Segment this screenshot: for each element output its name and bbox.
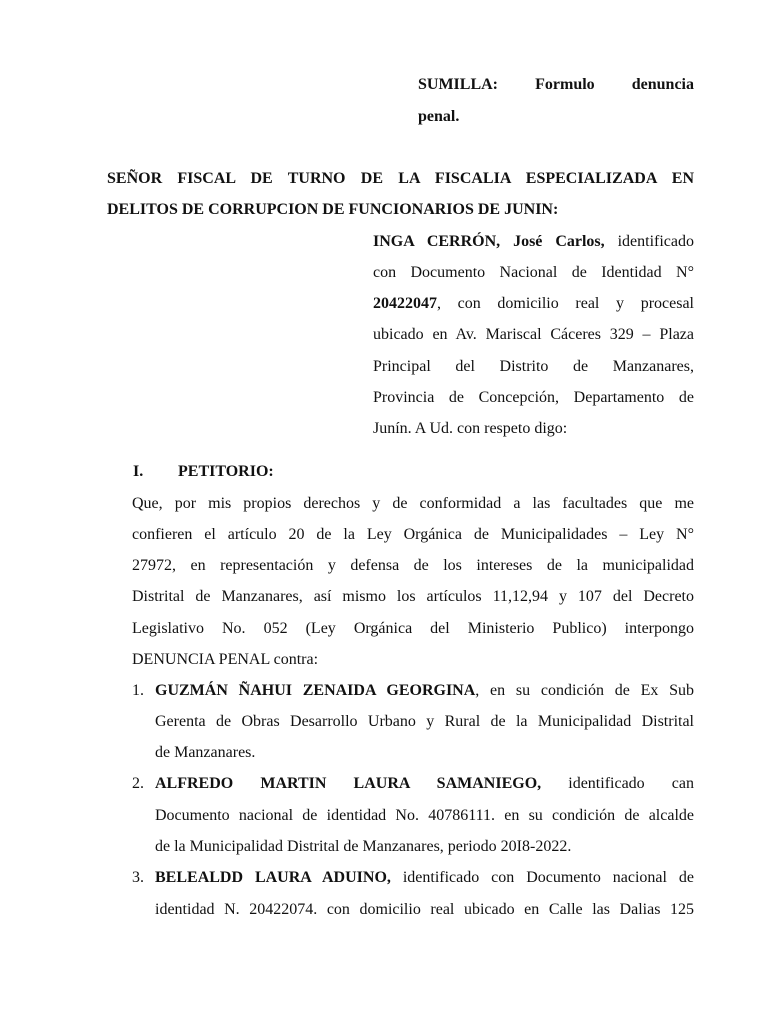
complainant-line-3 xyxy=(373,294,694,314)
list-item-2-line-3: de la Municipalidad Distrital de Manzanares, periodo 20I8-2022. xyxy=(155,838,572,855)
list-item-number: 2. xyxy=(132,775,144,792)
list-item-1-line-1 xyxy=(155,681,694,701)
section-number: I. xyxy=(133,463,144,480)
sumilla-word-1: Formulo xyxy=(535,76,595,93)
list-item-1-line-1-rest: , en su condición de Ex Sub xyxy=(475,682,694,699)
complainant-line-7: Junín. A Ud. con respeto digo: xyxy=(373,420,568,437)
list-item-1-line-3: de Manzanares. xyxy=(155,744,256,761)
list-item-2-line-2: Documento nacional de identidad No. 40786111. en su condición de alcalde xyxy=(155,807,694,824)
addressee-line-1: SEÑOR FISCAL DE TURNO DE LA FISCALIA ESPECIALIZADA EN xyxy=(107,170,694,187)
sumilla-label: SUMILLA: xyxy=(418,76,499,93)
list-item-3-line-1-rest: identificado con Documento nacional de xyxy=(390,869,694,886)
accused-name: ALFREDO MARTIN LAURA SAMANIEGO, xyxy=(155,775,542,792)
list-item-2-line-1-rest: identificado can xyxy=(541,775,694,792)
complainant-line-3-rest: , con domicilio real y procesal xyxy=(437,295,694,312)
complainant-line-4: ubicado en Av. Mariscal Cáceres 329 – Plaza xyxy=(373,326,694,343)
sumilla-line xyxy=(418,75,694,95)
section-title: PETITORIO: xyxy=(178,463,274,480)
sumilla-word-2: denuncia xyxy=(631,76,694,93)
sumilla-word-3: penal. xyxy=(418,108,460,125)
complainant-line-1 xyxy=(373,232,694,252)
list-item-number: 3. xyxy=(132,869,144,886)
accused-name: BELEALDD LAURA ADUINO, xyxy=(155,869,391,886)
list-item-3-line-1 xyxy=(155,868,694,888)
petition-line-6: DENUNCIA PENAL contra: xyxy=(132,651,319,668)
sumilla-line-2 xyxy=(418,107,694,127)
complainant-line-1-rest: identificado xyxy=(604,233,694,250)
complainant-line-6: Provincia de Concepción, Departamento de xyxy=(373,389,694,406)
list-item-2-line-1 xyxy=(155,774,694,794)
list-item-number: 1. xyxy=(132,682,144,699)
complainant-line-5: Principal del Distrito de Manzanares, xyxy=(373,358,694,375)
addressee-line-2: DELITOS DE CORRUPCION DE FUNCIONARIOS DE JUNIN: xyxy=(107,201,559,218)
petition-line-2: confieren el artículo 20 de la Ley Orgánica de Municipalidades – Ley N° xyxy=(132,526,694,543)
list-item-3-line-2: identidad N. 20422074. con domicilio real ubicado en Calle las Dalias 125 xyxy=(155,901,694,918)
complainant-dni: 20422047 xyxy=(373,295,437,312)
complainant-name: INGA CERRÓN, José Carlos, xyxy=(373,233,605,250)
petition-line-5: Legislativo No. 052 (Ley Orgánica del Ministerio Publico) interpongo xyxy=(132,620,694,637)
petition-line-3: 27972, en representación y defensa de los intereses de la municipalidad xyxy=(132,557,694,574)
accused-name: GUZMÁN ÑAHUI ZENAIDA GEORGINA xyxy=(155,682,476,699)
petition-line-4: Distrital de Manzanares, así mismo los artículos 11,12,94 y 107 del Decreto xyxy=(132,588,694,605)
petition-line-1: Que, por mis propios derechos y de conformidad a las facultades que me xyxy=(132,495,694,512)
list-item-1-line-2: Gerenta de Obras Desarrollo Urbano y Rural de la Municipalidad Distrital xyxy=(155,713,694,730)
complainant-line-2: con Documento Nacional de Identidad N° xyxy=(373,264,694,281)
